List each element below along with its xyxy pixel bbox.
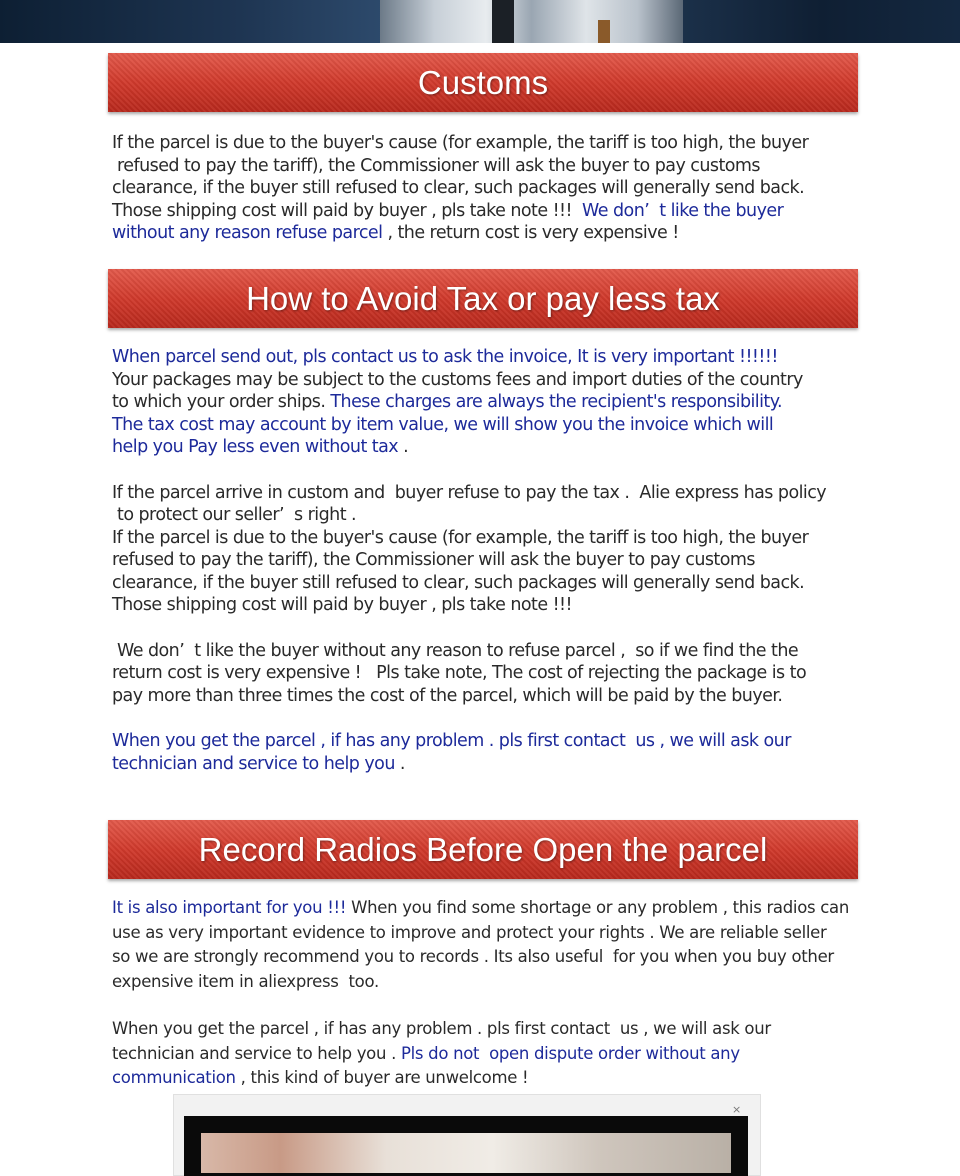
body-text: use as very important evidence to improve and protect your rights . We are reliable seller xyxy=(112,922,827,942)
video-close-icon[interactable]: × xyxy=(732,1103,742,1116)
text-line xyxy=(112,504,882,527)
text-line xyxy=(112,921,882,946)
body-text: We don’ t like the buyer without any reason to refuse parcel , so if we find the the xyxy=(112,640,799,661)
text-line xyxy=(112,730,882,753)
highlighted-text: We don’ t like the buyer xyxy=(577,200,784,221)
body-text: refused to pay the tariff), the Commissioner will ask the buyer to pay customs xyxy=(112,155,760,176)
text-line xyxy=(112,640,882,663)
text-line xyxy=(112,346,882,369)
body-text: If the parcel is due to the buyer's cause (for example, the tariff is too high, the buyer xyxy=(112,527,809,548)
highlighted-text: It is also important for you !!! xyxy=(112,898,347,917)
highlighted-text: These charges are always the recipient's responsibility. xyxy=(330,392,783,412)
tax-text xyxy=(112,346,882,775)
body-text: expensive item in aliexpress too. xyxy=(112,971,379,991)
text-line xyxy=(112,482,882,505)
text-line xyxy=(112,945,882,970)
text-line xyxy=(112,177,882,200)
body-text: Your packages may be subject to the customs fees and import duties of the country xyxy=(112,369,803,390)
body-text: technician and service to help you . xyxy=(112,1043,401,1063)
text-line xyxy=(112,685,882,708)
highlighted-text: without any reason refuse parcel xyxy=(112,223,383,243)
body-text: , this kind of buyer are unwelcome ! xyxy=(235,1068,529,1087)
body-text: When you find some shortage or any problem , this radios can xyxy=(346,898,849,917)
body-text: clearance, if the buyer still refused to clear, such packages will generally send back. xyxy=(112,178,805,198)
body-text: Those shipping cost will paid by buyer , pls take note !!! xyxy=(112,595,572,615)
customs-text xyxy=(112,132,882,245)
body-text: return cost is very expensive ! Pls take note, The cost of rejecting the package is to xyxy=(112,663,807,683)
paragraph-gap xyxy=(112,707,882,730)
tax-header: How to Avoid Tax or pay less tax xyxy=(108,269,858,328)
body-text: so we are strongly recommend you to records . Its also useful for you when you buy other xyxy=(112,947,834,966)
banner-photo xyxy=(380,0,683,43)
text-line xyxy=(112,132,882,155)
top-banner-image xyxy=(0,0,960,43)
text-line xyxy=(112,527,882,550)
body-text: When you get the parcel , if has any problem . pls first contact us , we will ask our xyxy=(112,1019,771,1038)
body-text: pay more than three times the cost of the parcel, which will be paid by the buyer. xyxy=(112,685,783,706)
body-text: to protect our seller’ s right . xyxy=(112,505,357,525)
text-line xyxy=(112,155,882,178)
text-line xyxy=(112,896,882,921)
text-line xyxy=(112,1017,882,1042)
highlighted-text: When you get the parcel , if has any problem . pls first contact us , we will ask our xyxy=(112,731,791,751)
highlighted-text: communication xyxy=(112,1068,236,1087)
body-text: If the parcel arrive in custom and buyer refuse to pay the tax . Alie express has policy xyxy=(112,482,827,503)
text-line xyxy=(112,1042,882,1067)
body-text: Those shipping cost will paid by buyer , pls take note !!! xyxy=(112,200,578,221)
text-line xyxy=(112,436,882,459)
highlighted-text: The tax cost may account by item value, we will show you the invoice which will xyxy=(112,414,774,435)
record-text xyxy=(112,896,882,1091)
text-line xyxy=(112,391,882,414)
highlighted-text: technician and service to help you xyxy=(112,753,395,774)
paragraph-gap xyxy=(112,617,882,640)
text-line xyxy=(112,572,882,595)
highlighted-text: When parcel send out, pls contact us to ask the invoice, It is very important !!!!!! xyxy=(112,347,778,367)
text-line xyxy=(112,753,882,776)
banner-tie-left xyxy=(492,0,514,43)
body-text: If the parcel is due to the buyer's cause (for example, the tariff is too high, the buyer xyxy=(112,133,809,153)
record-header: Record Radios Before Open the parcel xyxy=(108,820,858,879)
text-line xyxy=(112,549,882,572)
video-thumbnail xyxy=(201,1133,731,1173)
highlighted-text: Pls do not open dispute order without any xyxy=(400,1043,740,1063)
text-line xyxy=(112,414,882,437)
text-line xyxy=(112,222,882,245)
banner-right-panel xyxy=(683,0,960,43)
body-text: . xyxy=(394,753,405,774)
text-line xyxy=(112,200,882,223)
body-text: . xyxy=(398,437,409,457)
paragraph-gap xyxy=(112,459,882,482)
customs-header: Customs xyxy=(108,53,858,112)
text-line xyxy=(112,369,882,392)
text-line xyxy=(112,1066,882,1091)
body-text: to which your order ships. xyxy=(112,392,331,412)
body-text: clearance, if the buyer still refused to clear, such packages will generally send back. xyxy=(112,572,805,593)
paragraph-gap xyxy=(112,994,882,1017)
text-line xyxy=(112,662,882,685)
text-line xyxy=(112,970,882,995)
body-text: , the return cost is very expensive ! xyxy=(382,223,679,243)
body-text: refused to pay the tariff), the Commissioner will ask the buyer to pay customs xyxy=(112,550,755,570)
text-line xyxy=(112,594,882,617)
banner-tie-right xyxy=(598,20,610,43)
highlighted-text: help you Pay less even without tax xyxy=(112,437,399,457)
